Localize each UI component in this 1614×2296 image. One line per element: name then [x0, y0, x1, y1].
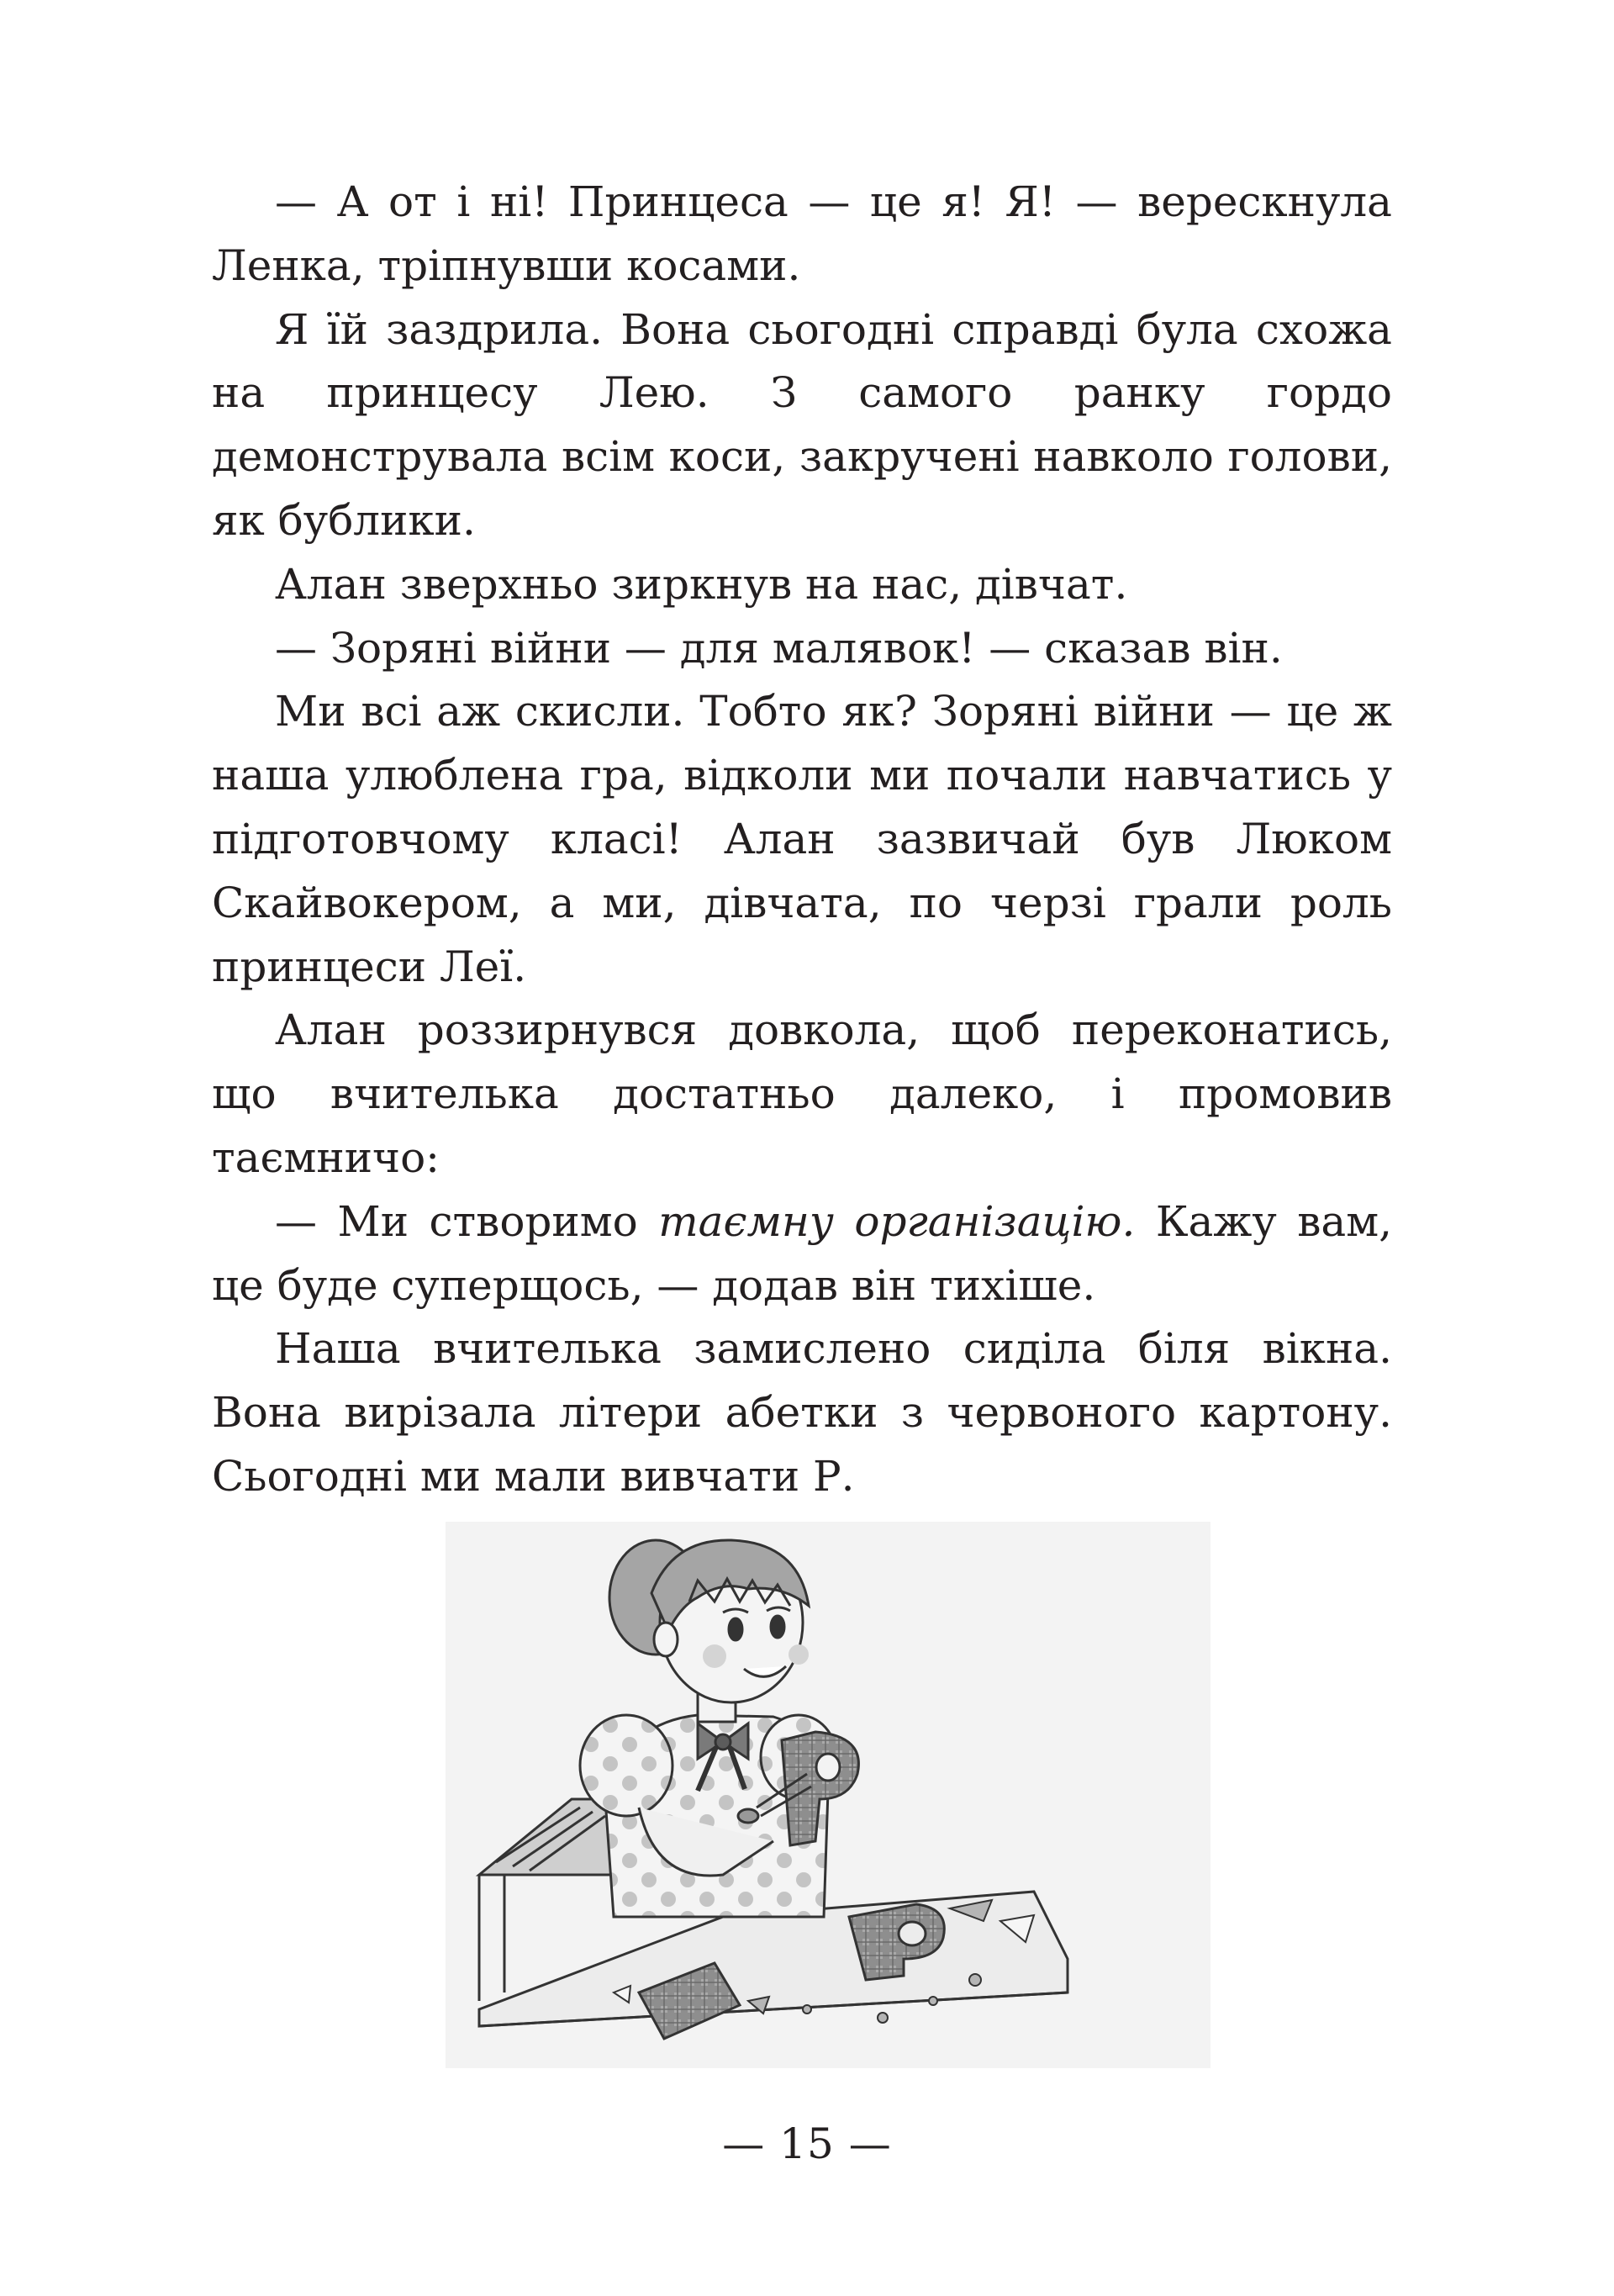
- illustration-drawing: [446, 1522, 1210, 2068]
- page-text: [212, 171, 1392, 1509]
- paragraph-8: Наша вчителька замислено сиділа біля вікна. Вона вирізала літери абетки з червоного картону. Сьогодні ми мали вивчати Р.: [212, 1324, 1392, 1501]
- paragraph-7-end: Кажу вам, це буде суперщось, — додав він тихіше.: [212, 1196, 1393, 1310]
- paragraph-7: [212, 1190, 1392, 1318]
- girl-cutting-letter-illustration: [446, 1522, 1210, 2068]
- paragraph-5: Ми всі аж скисли. Тобто як? Зоряні війни — це ж наша улюблена гра, відколи ми почали навчатись у підготовчому класі! Алан зазвичай був Люком Скайвокером, а ми, дівчата, по черзі грали роль принцеси Леї.: [212, 687, 1392, 991]
- paragraph-2: Я їй заздрила. Вона сьогодні справді була схожа на принцесу Лею. З самого ранку гордо демонструвала всім коси, закручені навколо голови, як бублики.: [212, 304, 1392, 545]
- italic-phrase: таємну організацію.: [658, 1196, 1136, 1246]
- paragraph-4: — Зоряні війни — для малявок! — сказав він.: [275, 623, 1283, 673]
- paragraph-7-start: — Ми створимо: [275, 1196, 659, 1246]
- page-number: — 15 —: [722, 2119, 892, 2168]
- paragraph-3: Алан зверхньо зиркнув на нас, дівчат.: [275, 559, 1128, 609]
- paragraph-6: Алан роззирнувся довкола, щоб переконатись, що вчителька достатньо далеко, і промовив таємничо:: [212, 1005, 1392, 1182]
- paragraph-1: — А от і ні! Принцеса — це я! Я! — верескнула Ленка, тріпнувши косами.: [212, 177, 1392, 290]
